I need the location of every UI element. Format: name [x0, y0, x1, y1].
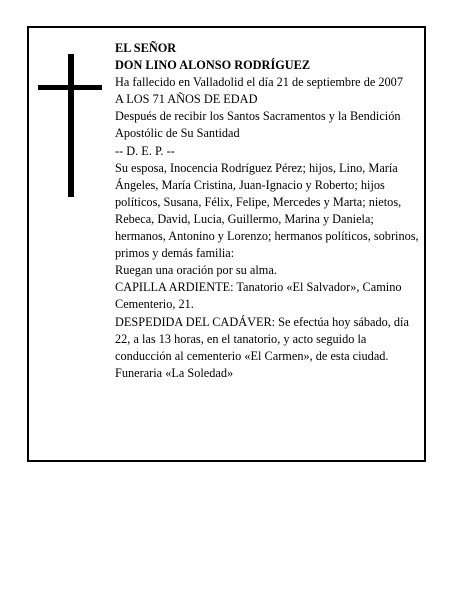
- obituary-notice: [27, 26, 426, 462]
- family-list: Su esposa, Inocencia Rodríguez Pérez; hijos, Lino, María Ángeles, María Cristina, Juan-Ignacio y Roberto; hijos políticos, Susana, Félix, Felipe, Mercedes y Marta; nietos, Rebeca, David, Lucia, Guillermo, Marina y Daniela; hermanos, Antonino y Lorenzo; hermanos políticos, sobrinos, primos y demás familia:: [115, 160, 419, 261]
- title-line-1: EL SEÑOR: [115, 41, 177, 55]
- age: A LOS 71 AÑOS DE EDAD: [115, 92, 258, 107]
- death-info: Ha fallecido en Valladolid el día 21 de septiembre de 2007: [115, 75, 403, 90]
- chapel-info: CAPILLA ARDIENTE: Tanatorio «El Salvador», Camino Cementerio, 21.: [115, 280, 402, 312]
- cross-vertical-bar: [68, 54, 74, 197]
- obituary-text: [115, 40, 425, 382]
- rip: -- D. E. P. --: [115, 143, 175, 158]
- sacraments: Después de recibir los Santos Sacramentos y la Bendición Apostólic de Su Santidad: [115, 109, 401, 141]
- deceased-name: DON LINO ALONSO RODRÍGUEZ: [115, 58, 311, 73]
- farewell-info: DESPEDIDA DEL CADÁVER: Se efectúa hoy sábado, día 22, a las 13 horas, en el tanatorio, y acto seguido la conducción al cementerio «El Carmen», de esta ciudad.: [115, 314, 409, 363]
- funeral-home: Funeraria «La Soledad»: [115, 365, 234, 380]
- prayer-request: Ruegan una oración por su alma.: [115, 263, 277, 278]
- cross-horizontal-bar: [38, 85, 102, 90]
